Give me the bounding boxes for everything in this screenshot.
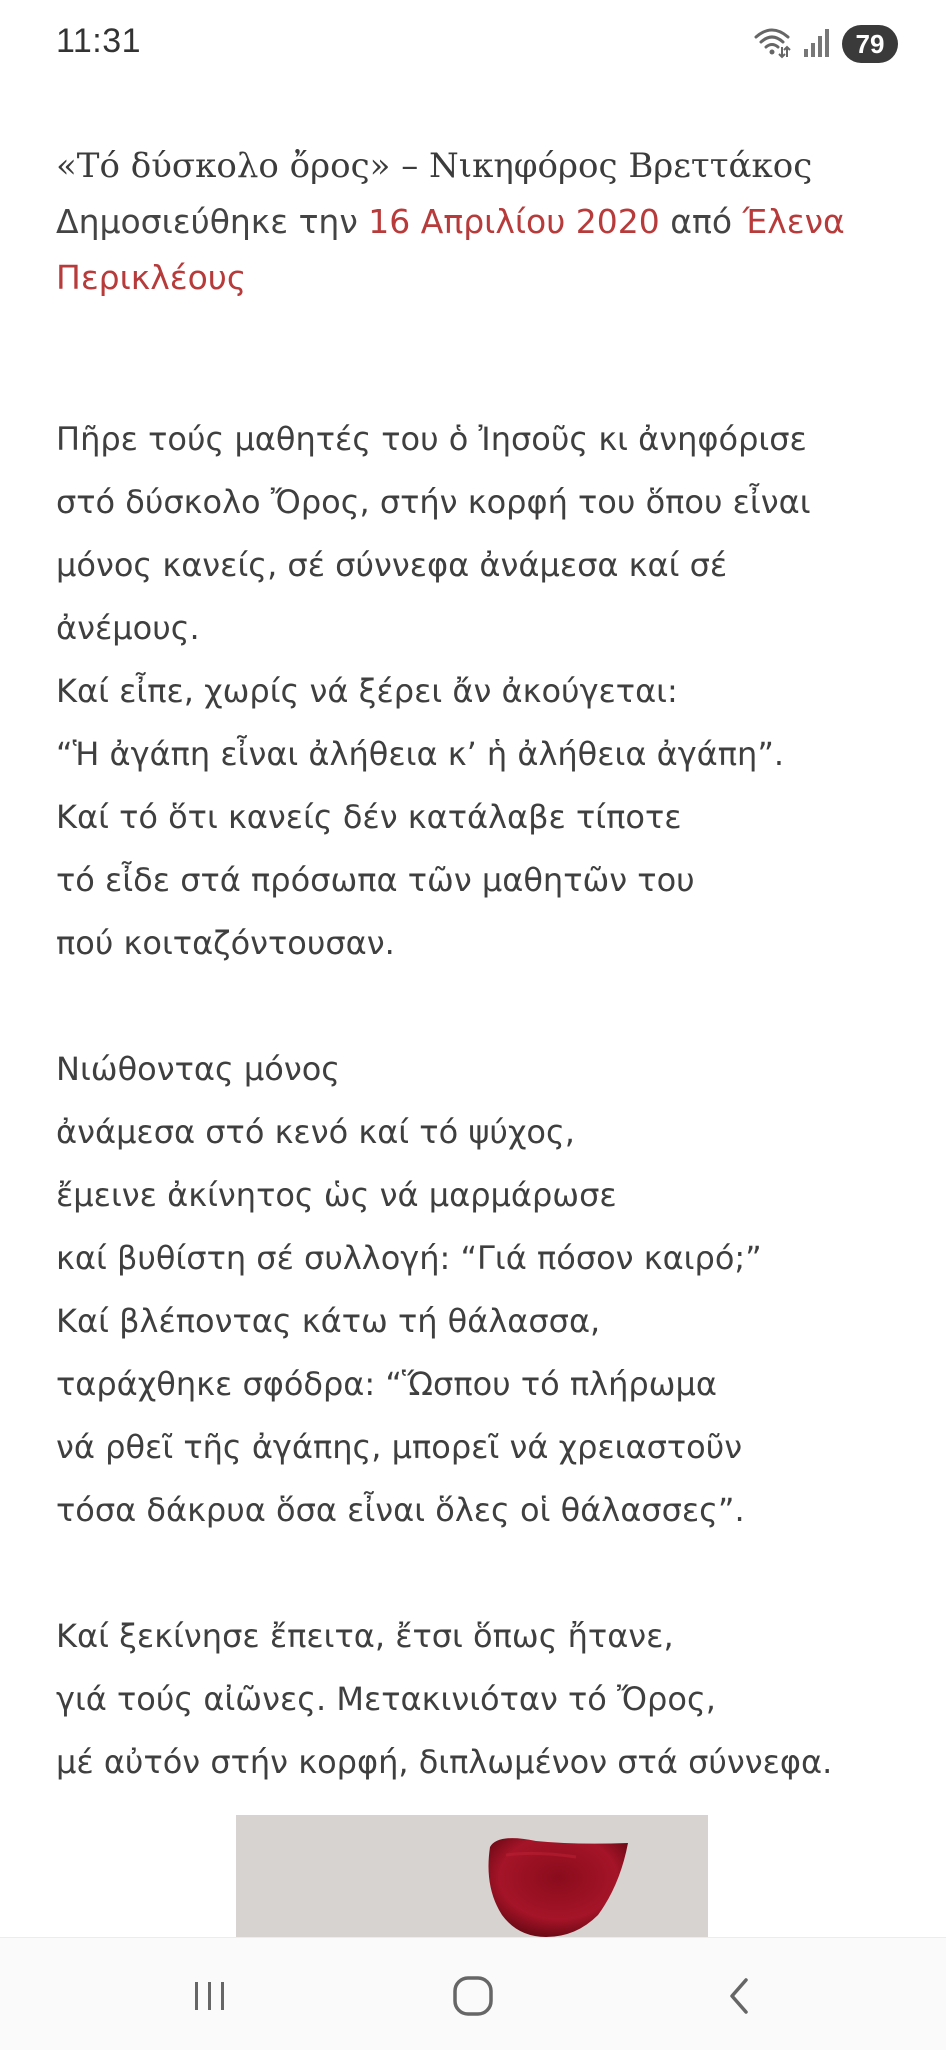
status-bar (0, 0, 946, 90)
stanza-2 (56, 1038, 896, 1542)
poem-line: Καί τό ὅτι κανείς δέν κατάλαβε τίποτε (56, 798, 682, 836)
poem-line: καί βυθίστη σέ συλλογή: “Γιά πόσον καιρό;” (56, 1239, 762, 1277)
poem-line: Νιώθοντας μόνος (56, 1050, 341, 1088)
back-icon[interactable] (710, 1968, 770, 2024)
signal-icon (802, 25, 832, 63)
post-meta (56, 194, 896, 306)
poem-line: τόσα δάκρυα ὅσα εἶναι ὅλες οἱ θάλασσες”. (56, 1491, 745, 1529)
poem-line: Καί βλέποντας κάτω τή θάλασσα, (56, 1302, 601, 1340)
author-link[interactable]: Έλενα Περικλέους (56, 202, 845, 297)
poem (56, 408, 896, 1794)
recent-apps-icon[interactable] (180, 1968, 240, 2024)
poem-line: πού κοιταζόντουσαν. (56, 924, 395, 962)
stanza-1 (56, 408, 896, 975)
wifi-icon (752, 25, 792, 63)
post-title: «Τό δύσκολο ὄρος» – Νικηφόρος Βρεττάκος (56, 146, 813, 186)
poem-line: ἔμεινε ἀκίνητος ὡς νά μαρμάρωσε (56, 1176, 617, 1214)
poem-line: γιά τούς αἰῶνες. Μετακινιόταν τό Ὄρος, (56, 1680, 716, 1718)
status-icons (752, 24, 898, 64)
poem-line: ἀνέμους. (56, 609, 200, 647)
battery-icon: 79 (842, 25, 898, 63)
poem-line: τό εἶδε στά πρόσωπα τῶν μαθητῶν του (56, 861, 695, 899)
stanza-3 (56, 1605, 896, 1794)
red-poppy-image (236, 1815, 708, 1937)
poem-line: μόνος κανείς, σέ σύννεφα ἀνάμεσα καί σέ (56, 546, 728, 584)
poem-line: “Ἡ ἀγάπη εἶναι ἀλήθεια κ’ ἡ ἀλήθεια ἀγάπη”. (56, 735, 785, 773)
poem-line: Καί ξεκίνησε ἔπειτα, ἔτσι ὅπως ἤτανε, (56, 1617, 674, 1655)
poem-line: ἀνάμεσα στό κενό καί τό ψύχος, (56, 1113, 575, 1151)
poem-line: Καί εἶπε, χωρίς νά ξέρει ἄν ἀκούγεται: (56, 672, 678, 710)
home-icon[interactable] (443, 1968, 503, 2024)
poem-line: μέ αὐτόν στήν κορφή, διπλωμένον στά σύννεφα. (56, 1743, 833, 1781)
poem-line: Πῆρε τούς μαθητές του ὁ Ἰησοῦς κι ἀνηφόρισε (56, 420, 807, 458)
poem-line: στό δύσκολο Ὄρος, στήν κορφή του ὅπου εἶναι (56, 483, 811, 521)
poem-line: νά ρθεῖ τῆς ἀγάπης, μπορεῖ νά χρειαστοῦν (56, 1428, 743, 1466)
navigation-bar (0, 1937, 946, 2050)
article (56, 138, 896, 1857)
meta-by: από (659, 202, 743, 241)
meta-prefix: Δημοσιεύθηκε την (56, 202, 369, 241)
post-date-link[interactable]: 16 Απριλίου 2020 (368, 202, 660, 241)
status-time: 11:31 (56, 22, 142, 60)
poem-line: ταράχθηκε σφόδρα: “Ὥσπου τό πλήρωμα (56, 1365, 717, 1403)
